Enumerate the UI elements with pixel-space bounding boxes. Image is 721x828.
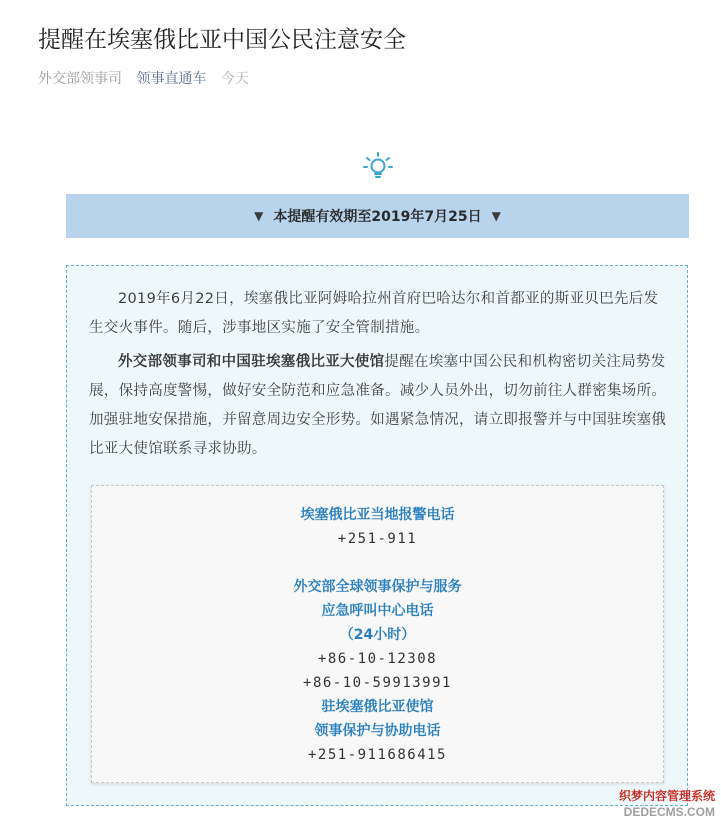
mfa-heading-3: （24小时） bbox=[339, 627, 416, 643]
mfa-phone-2[interactable]: +86-10-59913991 bbox=[303, 675, 452, 691]
embassy-heading-2: 领事保护与协助电话 bbox=[314, 723, 441, 739]
notice-paragraph-1: 2019年6月22日，埃塞俄比亚阿姆哈拉州首府巴哈达尔和首都亚的斯亚贝巴先后发生交火事件。随后，涉事地区实施了安全管制措施。 bbox=[89, 291, 659, 336]
mfa-heading-2: 应急呼叫中心电话 bbox=[321, 603, 434, 619]
notice-paragraph-2 bbox=[89, 348, 669, 464]
triangle-down-icon: ▼ bbox=[254, 209, 264, 223]
watermark-line-1: 织梦内容管理系统 bbox=[618, 789, 715, 803]
police-phone[interactable]: +251-911 bbox=[337, 531, 418, 547]
mfa-phone-1[interactable]: +86-10-12308 bbox=[317, 651, 438, 667]
mfa-heading-1: 外交部全球领事保护与服务 bbox=[293, 579, 462, 595]
watermark-logo bbox=[607, 788, 715, 822]
article-source: 外交部领事司 bbox=[38, 71, 122, 87]
contacts-box bbox=[91, 485, 664, 783]
validity-banner bbox=[66, 194, 689, 238]
watermark-line-2: DEDECMS.COM bbox=[623, 805, 715, 819]
issuer-name: 外交部领事司和中国驻埃塞俄比亚大使馆 bbox=[118, 354, 385, 370]
validity-text: 本提醒有效期至2019年7月25日 bbox=[273, 209, 482, 225]
article-meta bbox=[38, 69, 249, 89]
article-title: 提醒在埃塞俄比亚中国公民注意安全 bbox=[38, 27, 406, 53]
account-link[interactable]: 领事直通车 bbox=[136, 71, 207, 87]
police-heading: 埃塞俄比亚当地报警电话 bbox=[300, 507, 455, 523]
embassy-phone[interactable]: +251-911686415 bbox=[307, 747, 447, 763]
notice-box bbox=[66, 265, 688, 806]
notice-paragraph-2-body: 提醒在埃塞中国公民和机构密切关注局势发展，保持高度警惕，做好安全防范和应急准备。减少人员外出，切勿前往人群密集场所。加强驻地安保措施，并留意周边安全形势。如遇紧急情况，请立即报警并与中国驻埃塞俄比亚大使馆联系寻求协助。 bbox=[89, 354, 667, 457]
lightbulb-icon bbox=[361, 150, 395, 184]
embassy-heading-1: 驻埃塞俄比亚使馆 bbox=[321, 699, 434, 715]
publish-date: 今天 bbox=[220, 71, 249, 87]
triangle-down-icon: ▼ bbox=[491, 209, 501, 223]
